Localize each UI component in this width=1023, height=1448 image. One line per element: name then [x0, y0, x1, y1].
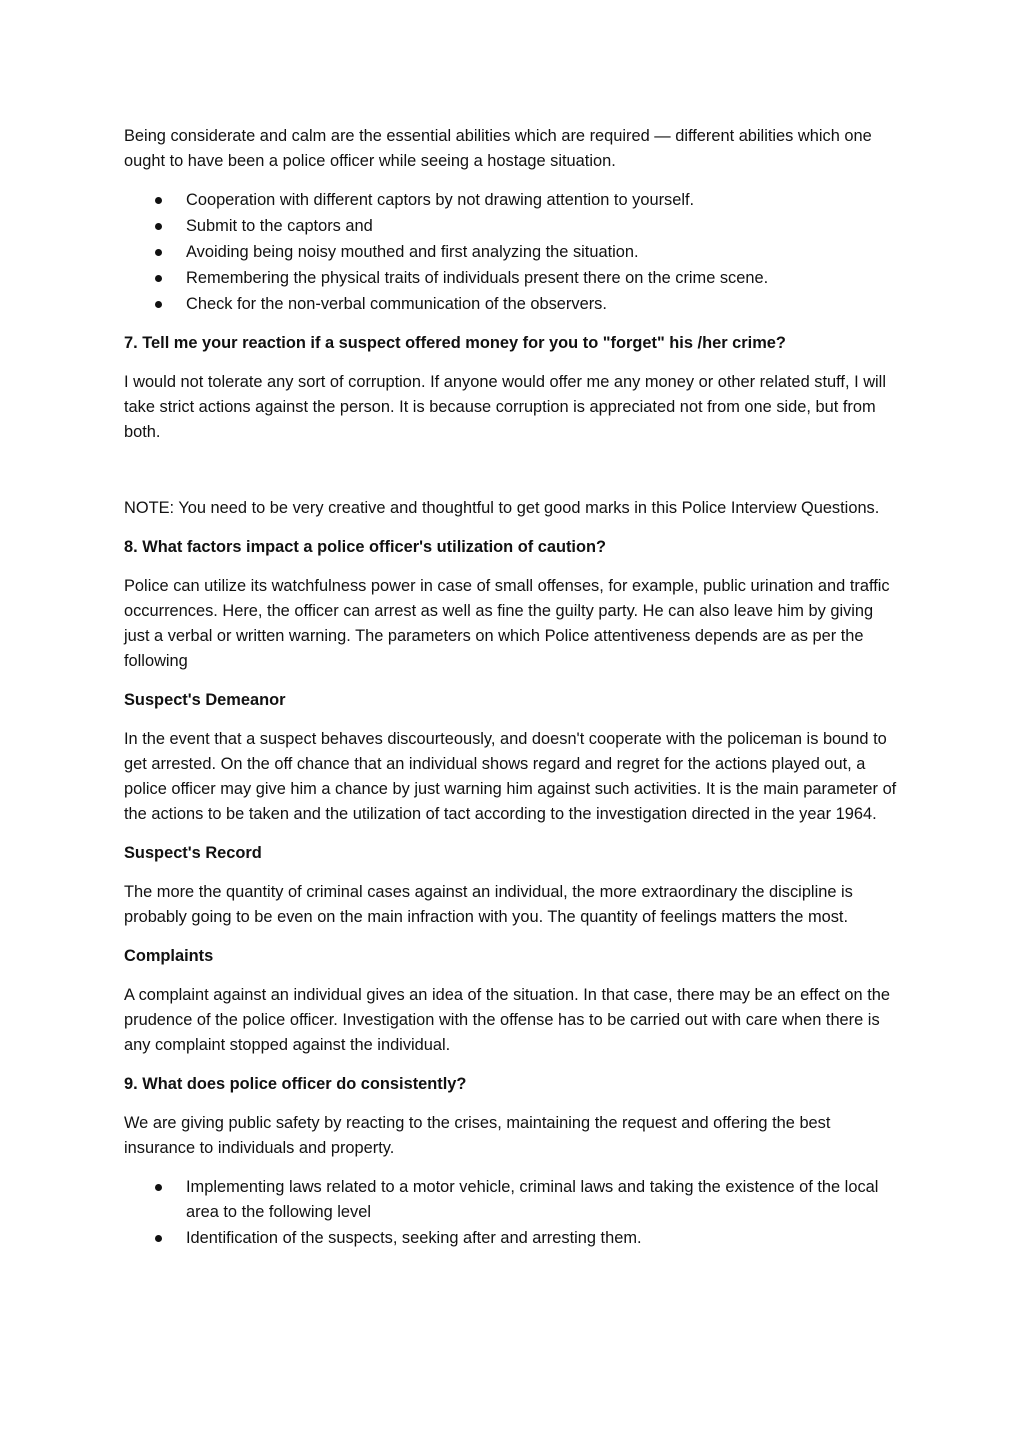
spacer	[124, 459, 902, 496]
section-text-complaints: A complaint against an individual gives an idea of the situation. In that case, there may be an effect on the prudence of the police officer. Investigation with the offense has to be carried out with care when there is any complaint stopped against the individual.	[124, 986, 890, 1054]
list-item-text: Avoiding being noisy mouthed and first analyzing the situation.	[186, 243, 639, 261]
note-paragraph: NOTE: You need to be very creative and thoughtful to get good marks in this Police Interview Questions.	[124, 499, 880, 517]
list-item	[124, 266, 902, 291]
section-heading-complaints: Complaints	[124, 947, 214, 965]
list-item	[124, 1226, 902, 1251]
document-page	[124, 124, 902, 1265]
question-8-heading: 8. What factors impact a police officer's utilization of caution?	[124, 538, 607, 556]
intro-paragraph: Being considerate and calm are the essential abilities which are required — different abilities which one ought to have been a police officer while seeing a hostage situation.	[124, 127, 872, 170]
question-7-heading: 7. Tell me your reaction if a suspect offered money for you to "forget" his /her crime?	[124, 334, 786, 352]
list-item-text: Check for the non-verbal communication of the observers.	[186, 295, 607, 313]
question-9-heading: 9. What does police officer do consistently?	[124, 1075, 467, 1093]
hostage-bullet-list	[124, 188, 902, 317]
list-item	[124, 292, 902, 317]
bullet-icon	[155, 275, 162, 282]
list-item	[124, 240, 902, 265]
question-8-answer: Police can utilize its watchfulness power in case of small offenses, for example, public urination and traffic occurrences. Here, the officer can arrest as well as fine the guilty party. He can also leave him by giving just a verbal or written warning. The parameters on which Police attentiveness depends are as per the following	[124, 577, 890, 670]
list-item-text: Submit to the captors and	[186, 217, 373, 235]
section-text-demeanor: In the event that a suspect behaves discourteously, and doesn't cooperate with the policeman is bound to get arrested. On the off chance that an individual shows regard and regret for the actions played out, a police officer may give him a chance by just warning him against such activities. It is the main parameter of the actions to be taken and the utilization of tact according to the investigation directed in the year 1964.	[124, 730, 897, 823]
duties-bullet-list	[124, 1175, 902, 1251]
bullet-icon	[155, 1184, 162, 1191]
list-item-text: Identification of the suspects, seeking after and arresting them.	[186, 1229, 642, 1247]
question-9-answer: We are giving public safety by reacting to the crises, maintaining the request and offering the best insurance to individuals and property.	[124, 1114, 831, 1157]
list-item-text: Implementing laws related to a motor vehicle, criminal laws and taking the existence of the local area to the following level	[186, 1178, 879, 1221]
bullet-icon	[155, 197, 162, 204]
section-heading-demeanor: Suspect's Demeanor	[124, 691, 286, 709]
list-item-text: Cooperation with different captors by not drawing attention to yourself.	[186, 191, 695, 209]
section-text-record: The more the quantity of criminal cases against an individual, the more extraordinary the discipline is probably going to be even on the main infraction with you. The quantity of feelings matters the most.	[124, 883, 853, 926]
list-item	[124, 1175, 902, 1225]
question-7-answer: I would not tolerate any sort of corruption. If anyone would offer me any money or other related stuff, I will take strict actions against the person. It is because corruption is appreciated not from one side, but from both.	[124, 373, 886, 441]
section-heading-record: Suspect's Record	[124, 844, 262, 862]
bullet-icon	[155, 1235, 162, 1242]
list-item	[124, 214, 902, 239]
bullet-icon	[155, 301, 162, 308]
bullet-icon	[155, 223, 162, 230]
list-item	[124, 188, 902, 213]
list-item-text: Remembering the physical traits of individuals present there on the crime scene.	[186, 269, 769, 287]
bullet-icon	[155, 249, 162, 256]
